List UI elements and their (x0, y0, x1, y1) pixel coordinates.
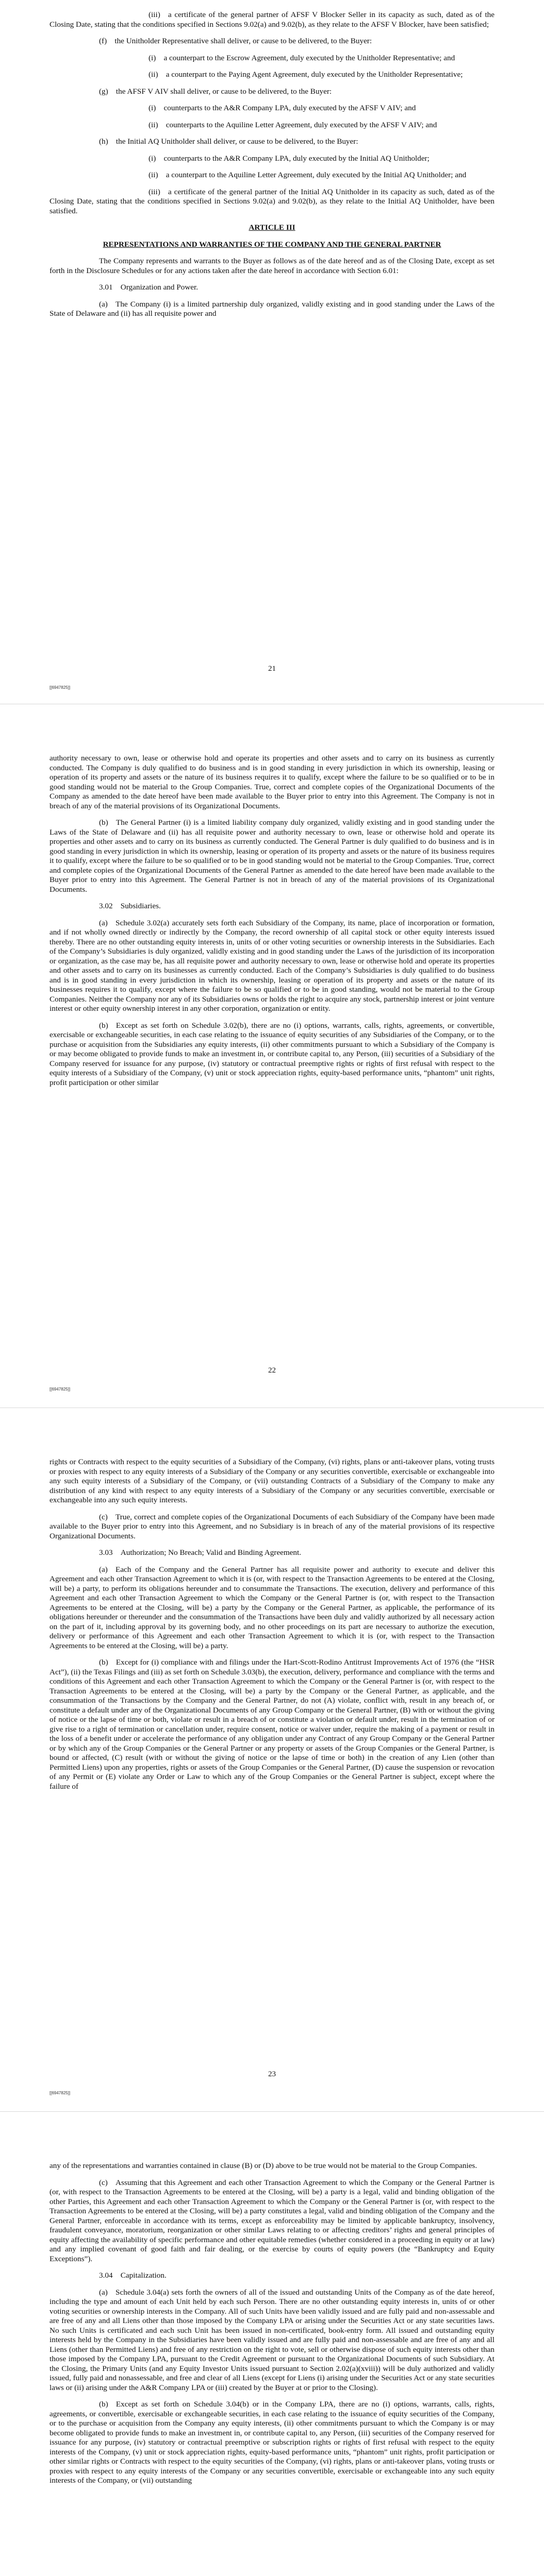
paragraph: (ii) a counterpart to the Aquiline Letter Agreement, duly executed by the Initial AQ Unitholder; and (149, 171, 467, 179)
section-heading: 3.04 Capitalization. (99, 2271, 167, 2280)
paragraph: (b) Except for (i) compliance with and filings under the Hart-Scott-Rodino Antitrust Improvements Act of 1976 (the “HSR Act”), (ii) the Texas Filings and (iii) as set forth on Schedule 3.03(b), the execution, delivery, performance and compliance with the terms and conditions of this Agreement and each other Transaction Agreement to which the Company or the General Partner is (or, with respect to the Transaction Agreements to be entered at the Closing, will be) a party by the Company or the General Partner, as applicable, and the consummation of the Transactions by the Company and the General Partner, do not (A) violate, conflict with, result in any breach of, or constitute a default under any of the Organizational Documents of any Group Company or the General Partner, (B) with or without the giving of notice or the lapse of time or both, violate or result in a breach of or constitute a violation or default under, result in the termination of or give rise to a right of termination or cancellation under, require consent, notice or waiver under, require the making of a payment or result in the loss of a benefit under or accelerate the performance of any obligation under any Contract of any Group Company or the General Partner or by which any of the Group Companies or the General Partner or any property or assets of the Group Companies or the General Partner, is bound or affected, (C) result (with or without the giving of notice or the lapse of time or both) in the creation of any Lien (other than Permitted Liens) upon any properties, rights or assets of the Group Companies or the General Partner, (D) cause the suspension or revocation of any Permit or (E) violate any Order or Law to which any of the Group Companies or the General Partner is subject, except where the failure of (50, 1658, 494, 1791)
paragraph: (ii) a counterpart to the Paying Agent Agreement, duly executed by the Unitholder Representative; (149, 70, 463, 79)
document-page-22 (0, 704, 544, 1408)
article-title: REPRESENTATIONS AND WARRANTIES OF THE COMPANY AND THE GENERAL PARTNER (103, 240, 441, 249)
paragraph: (b) Except as set forth on Schedule 3.04(b) or in the Company LPA, there are no (i) options, warrants, calls, rights, agreements, or convertible, exercisable or exchangeable securities, in each case relating to the issuance of equity securities of the Company, or to the purchase or acquisition from the Company any equity interests, (ii) other commitments pursuant to which the Company is or may become obligated to provide funds to make an investment in, or contribute capital to, any Person, (iii) securities of the Company reserved for issuance for any purpose, (iv) statutory or contractual preemptive or subscription rights or rights of first refusal with respect to the equity interests of the Company, (v) unit or stock appreciation rights, equity-based performance units, “phantom” unit rights, profit participation or other similar rights or Contracts with respect to the equity securities of the Company, (vi) rights, plans or anti-takeover plans, voting trusts or proxies with respect to any equity interests of the Company or any securities convertible, exercisable or exchangeable into any such equity interests of the Company, or (vii) outstanding (50, 2400, 494, 2485)
page-body (50, 2161, 494, 2493)
paragraph: (iii) a certificate of the general partner of AFSF V Blocker Seller in its capacity as such, dated as of the Closing Date, stating that the conditions specified in Sections 9.02(a) and 9.02(b), as they relate to the AFSF V Blocker, have been satisfied; (50, 10, 494, 29)
paragraph: (iii) a certificate of the general partner of the Initial AQ Unitholder in its capacity as such, dated as of the Closing Date, stating that the conditions specified in Sections 9.02(a) and 9.02(b), as they relate to the Initial AQ Unitholder, have been satisfied. (50, 187, 494, 215)
document-id: [[6947825]] (50, 685, 71, 690)
section-heading: 3.01 Organization and Power. (99, 283, 199, 292)
page-number: 23 (268, 2070, 276, 2078)
paragraph: (b) Except as set forth on Schedule 3.02(b), there are no (i) options, warrants, calls, rights, agreements, or convertible, exercisable or exchangeable securities, in each case relating to the issuance of equity securities of any Subsidiaries of the Company, or to the purchase or acquisition from the Subsidiaries any equity interests, (ii) other commitments pursuant to which a Subsidiary of the Company is or may become obligated to provide funds to make an investment in, or contribute capital to, any Person, (iii) securities of a Subsidiary of the Company reserved for issuance for any purpose, (iv) statutory or contractual preemptive rights or rights of first refusal with respect to the equity interests of a Subsidiary of the Company, (v) unit or stock appreciation rights, equity-based performance units, “phantom” unit rights, profit participation or other similar (50, 1021, 494, 1087)
section-heading: 3.03 Authorization; No Breach; Valid and Binding Agreement. (99, 1548, 301, 1557)
page-number: 21 (268, 665, 276, 673)
document-page-21 (0, 0, 544, 704)
paragraph: (i) a counterpart to the Escrow Agreement, duly executed by the Unitholder Representative; and (149, 53, 455, 62)
page-body (50, 1458, 494, 1799)
paragraph: (b) The General Partner (i) is a limited liability company duly organized, validly existing and in good standing under the Laws of the State of Delaware and (ii) has all requisite power and authority necessary to own, lease or otherwise hold and operate its properties and other assets and to carry on its business as currently conducted. The General Partner is duly qualified to do business and is in good standing in every jurisdiction in which its ownership, leasing or operation of its property and assets or the nature of its business requires it to qualify, except where the failure to be so qualified or to be in good standing would not be material to the Group Companies. True, correct and complete copies of the Organizational Documents of the General Partner as amended to the date hereof have been made available to the Buyer prior to entry into this Agreement. The General Partner is not in breach of any of the material provisions of its Organizational Documents. (50, 818, 494, 894)
paragraph: (g) the AFSF V AIV shall deliver, or cause to be delivered, to the Buyer: (99, 87, 332, 96)
paragraph: authority necessary to own, lease or otherwise hold and operate its properties and other assets and to carry on its business as currently conducted. The Company is duly qualified to do business and is in good standing in every jurisdiction in which its ownership, leasing or operation of its property and assets or the nature of its business requires it to qualify, except where the failure to be so qualified or to be in good standing would not be material to the Group Companies. True, correct and complete copies of the Organizational Documents of the Company as amended to the date hereof have been made available to the Buyer prior to entry into this Agreement. The Company is not in breach of any of the material provisions of its Organizational Documents. (50, 754, 494, 810)
document-id: [[6947825]] (50, 1387, 71, 1392)
page-body (50, 754, 494, 1095)
paragraph: (c) True, correct and complete copies of the Organizational Documents of each Subsidiary of the Company have been made available to the Buyer prior to entry into this Agreement, and no Subsidiary is in breach of any of the material provisions of its respective Organizational Documents. (50, 1512, 494, 1540)
article-number: ARTICLE III (249, 223, 295, 232)
page-body (50, 10, 494, 326)
section-heading: 3.02 Subsidiaries. (99, 902, 161, 910)
document-id: [[6947825]] (50, 2091, 71, 2095)
page-number: 22 (268, 1366, 276, 1375)
paragraph: rights or Contracts with respect to the equity securities of a Subsidiary of the Company, (vi) rights, plans or anti-takeover plans, voting trusts or proxies with respect to any equity interests of a Subsidiary of the Company or any securities convertible, exercisable or exchangeable into any such equity interests of a Subsidiary of the Company, or (vii) outstanding Contracts of a Subsidiary of the Company to make any distribution of any kind with respect to any equity interests of a Subsidiary of the Company or any securities convertible, exercisable or exchangeable into any such equity interests. (50, 1458, 494, 1504)
paragraph: (a) Each of the Company and the General Partner has all requisite power and authority to execute and deliver this Agreement and each other Transaction Agreement to which it is (or, with respect to the Transaction Agreements to be entered at the Closing, will be) a party, to perform its obligations hereunder and to consummate the Transactions. The execution, delivery and performance of this Agreement and each other Transaction Agreement to which the Company or the General Partner is (or, with respect to the Transaction Agreements to be entered at the Closing, will be) a party by the Company or the General Partner, as applicable, the performance of its obligations hereunder or thereunder and the consummation of the Transactions have been duly and validly authorized by all necessary action on the part of it, including approval by its governing body, and no other proceedings on its part are necessary to authorize the execution, delivery or performance of this Agreement and each other Transaction Agreement to which it is (or, with respect to the Transaction Agreements to be entered at the Closing, will be) a party. (50, 1565, 494, 1650)
paragraph: (h) the Initial AQ Unitholder shall deliver, or cause to be delivered, to the Buyer: (99, 137, 358, 146)
paragraph: (a) Schedule 3.04(a) sets forth the owners of all of the issued and outstanding Units of the Company as of the date hereof, including the type and amount of each Unit held by each such Person. There are no other outstanding equity interests in, units of or other voting securities or ownership interests in the Company. All of such Units have been validly issued and are fully paid and non-assessable and are free of any and all Liens other than those imposed by the Company LPA or arising under the Securities Act or any state securities laws. No such Units is certificated and each such Unit has been issued in non-certificated, book-entry form. All issued and outstanding equity interests held by the Company in the Subsidiaries have been validly issued and are fully paid and non-assessable and are free of any and all Liens (other than Permitted Liens) and free of any restriction on the right to vote, sell or otherwise dispose of such equity interests other than those imposed by the Company LPA, pursuant to the Credit Agreement or pursuant to the Organizational Documents of such Subsidiary. At the Closing, the Primary Units (and any Equity Investor Units issued pursuant to Section 2.02(a)(xviii)) will be duly authorized and validly issued, fully paid and nonassessable, and free and clear of all Liens (except for Liens (i) arising under the Securities Act or any state securities laws or (ii) arising under the A&R Company LPA or (iii) created by the Buyer at or prior to the Closing). (50, 2287, 494, 2392)
paragraph: (ii) counterparts to the Aquiline Letter Agreement, duly executed by the AFSF V AIV; and (149, 120, 437, 129)
document-page-24 (0, 2112, 544, 2576)
paragraph: (c) Assuming that this Agreement and each other Transaction Agreement to which the Company or the General Partner is (or, with respect to the Transaction Agreements to be entered at the Closing, will be) a party is a legal, valid and binding obligation of the other Parties, this Agreement and each other Transaction Agreement to which the Company or the General Partner is (or, with respect to the Transaction Agreements to be entered at the Closing, will be) a party constitutes a legal, valid and binding obligation of the Company and the General Partner, enforceable in accordance with its terms, except as enforceability may be limited by applicable bankruptcy, insolvency, fraudulent conveyance, moratorium, reorganization or other similar Laws relating to or affecting creditors’ rights and general principles of equity affecting the availability of specific performance and other equitable remedies (whether considered in a proceeding in equity or at law) and any implied covenant of good faith and fair dealing, or the exercise by courts of equity powers (the “Bankruptcy and Equity Exceptions”). (50, 2178, 494, 2263)
paragraph: any of the representations and warranties contained in clause (B) or (D) above to be true would not be material to the Group Companies. (50, 2161, 477, 2170)
paragraph: (i) counterparts to the A&R Company LPA, duly executed by the Initial AQ Unitholder; (149, 154, 430, 163)
paragraph: (a) Schedule 3.02(a) accurately sets forth each Subsidiary of the Company, its name, place of incorporation or formation, and if not wholly owned directly or indirectly by the Company, the record ownership of all capital stock or other equity interests issued thereby. There are no other outstanding equity interests in, units of or other voting securities or ownership interests in the Subsidiaries. Each of the Company’s Subsidiaries is duly organized, validly existing and in good standing under the Laws of the jurisdiction of its incorporation or organization, as the case may be, has all requisite power and authority necessary to own, lease or otherwise hold and operate its properties and other assets and to carry on its businesses as currently conducted. Each of the Company’s Subsidiaries is duly qualified to do business and is in good standing in every jurisdiction in which its ownership, leasing or operation of its property and assets or the nature of its businesses requires it to qualify, except where the failure to be so qualified or to be in good standing, would not be material to the Group Companies. Neither the Company nor any of its Subsidiaries owns or holds the right to acquire any stock, partnership interest or joint venture interest or other equity ownership interest in any other corporation, organization or entity. (50, 918, 494, 1013)
paragraph: (f) the Unitholder Representative shall deliver, or cause to be delivered, to the Buyer: (99, 37, 372, 45)
document-page-23 (0, 1408, 544, 2111)
paragraph: (i) counterparts to the A&R Company LPA, duly executed by the AFSF V AIV; and (149, 104, 416, 112)
paragraph: (a) The Company (i) is a limited partnership duly organized, validly existing and in good standing under the Laws of the State of Delaware and (ii) has all requisite power and (50, 299, 494, 318)
article-intro: The Company represents and warrants to the Buyer as follows as of the date hereof and as of the Closing Date, except as set forth in the Disclosure Schedules or for any actions taken after the date hereof in accordance with Section 6.01: (50, 257, 494, 275)
